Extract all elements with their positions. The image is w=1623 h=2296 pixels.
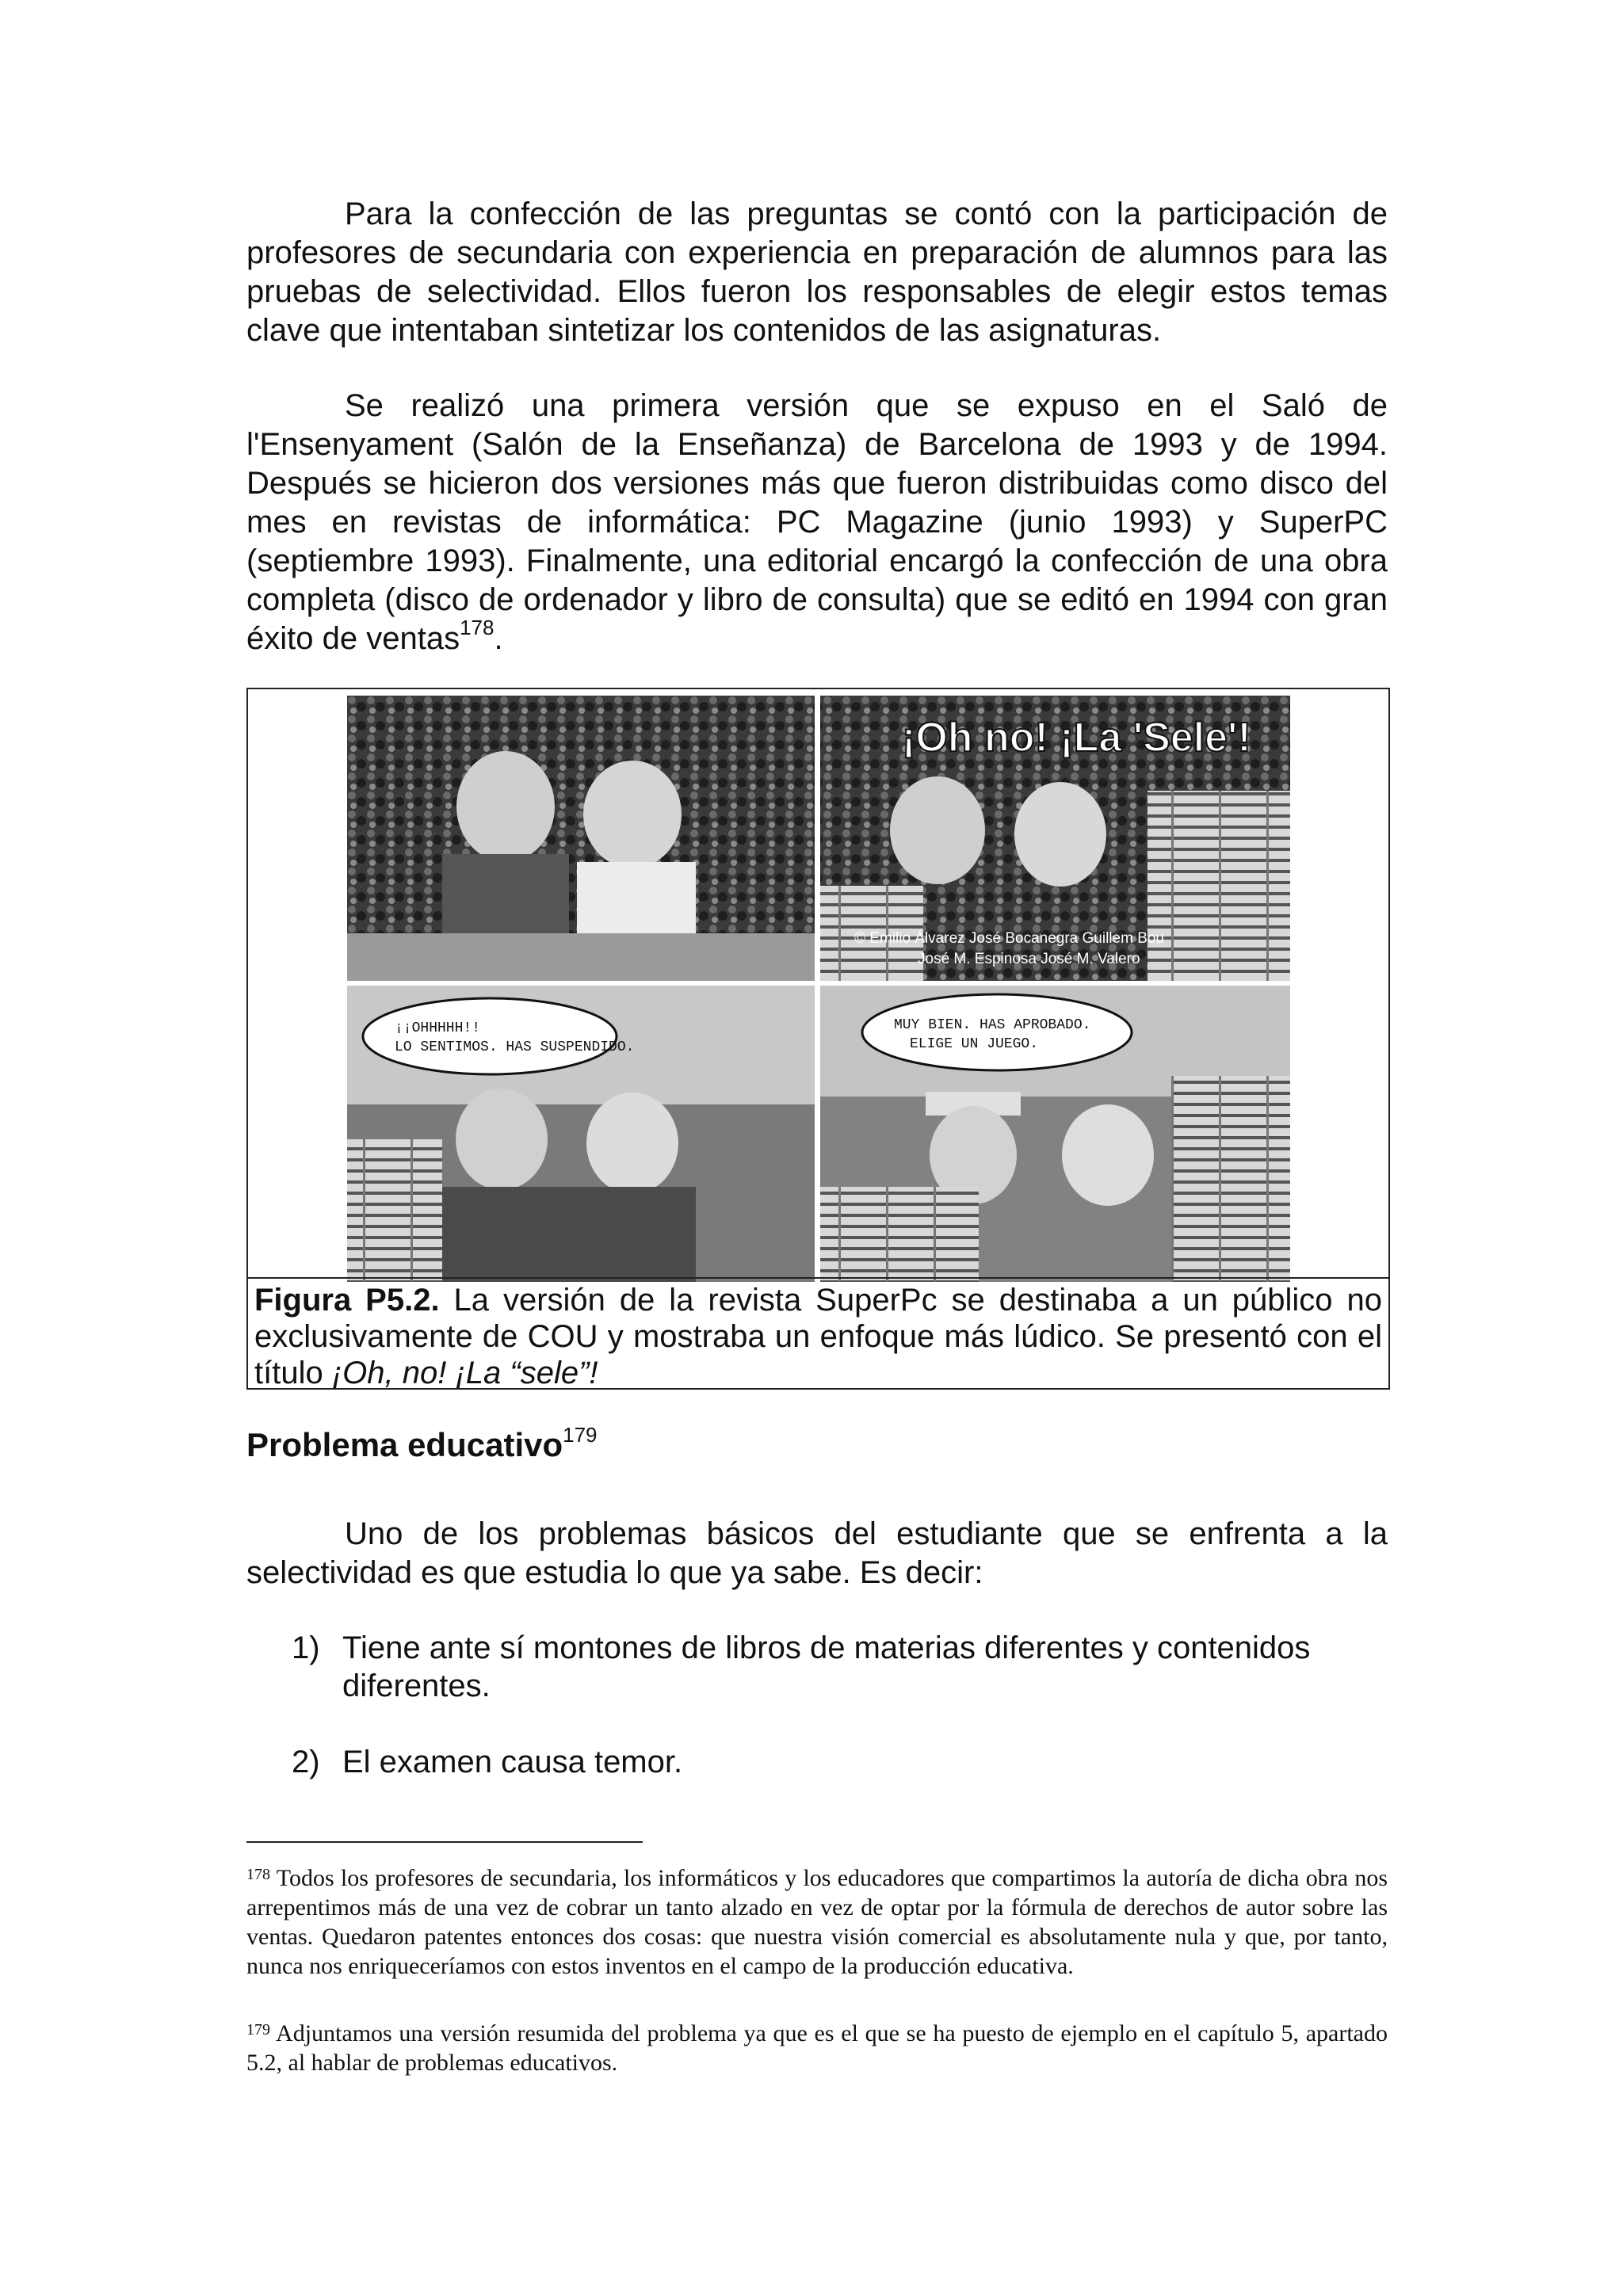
svg-text:MUY BIEN. HAS APROBADO.: MUY BIEN. HAS APROBADO. xyxy=(894,1017,1091,1033)
figure-title-italic: ¡Oh, no! ¡La “sele”! xyxy=(331,1356,598,1390)
svg-text:¡¡OHHHHH!!: ¡¡OHHHHH!! xyxy=(395,1020,481,1036)
svg-text:© Emilio Álvarez José Bocane: © Emilio Álvarez José Bocanegra Guillem Bou xyxy=(854,930,1165,947)
svg-text:José M. Espinosa José M. Val: José M. Espinosa José M. Valero xyxy=(918,951,1140,967)
svg-text:LO SENTIMOS. HAS SUSPENDIDO.: LO SENTIMOS. HAS SUSPENDIDO. xyxy=(395,1039,635,1055)
panel-bottom-left xyxy=(347,986,815,1282)
list-item-1: 1) Tiene ante sí montones de libros de materias diferentes y contenidos diferentes. xyxy=(292,1630,1311,1703)
list-item-2: 2) El examen causa temor. xyxy=(292,1745,683,1779)
panel-top-left xyxy=(347,696,815,981)
paragraph-2-text: Se realizó una primera versión que se expuso en el Saló de l'Ensenyament (Salón de la Enseñanza) de Barcelona de 1993 y de 1994. Después se hicieron dos versiones más que fueron distribuidas como disco del mes en revistas de informática: PC Magazine (junio 1993) y SuperPC (septiembre 1993). Finalmente, una editorial encargó la confección de una obra completa (disco de ordenador y libro de consulta) que se editó en 1994 con gran éxito de ventas xyxy=(246,388,1388,656)
section-heading: Problema educativo$^{179}$ xyxy=(246,1423,598,1463)
footnote-ref-178[interactable]: 178 xyxy=(460,616,495,639)
figure-photo xyxy=(347,696,1290,1282)
footnote-178: $^{178}$ Todos los profesores de secundaria, los informáticos y los educadores que compartimos la autoría de dicha obra nos arrepentimos más de una vez de cobrar un tanto alzado en vez de optar por la fórmula de derechos de autor sobre las ventas. Quedaron patentes entonces dos cosas: que nuestra visión comercial es absolutamente nula y que, por tanto, nunca nos enriqueceríamos con estos inventos en el campo de la producción educativa. xyxy=(246,1865,1388,1979)
panel-bottom-right xyxy=(820,986,1290,1282)
footnote-ref-179[interactable]: 179 xyxy=(563,1423,598,1447)
paragraph-1-text: Para la confección de las preguntas se contó con la participación de profesores de secundaria con experiencia en preparación de alumnos para las pruebas de selectividad. Ellos fueron los responsables de elegir estos temas clave que intentaban sintetizar los contenidos de las asignaturas. xyxy=(246,196,1388,348)
figure-caption: Figura P5.2. La versión de la revista SuperPc se destinaba a un público no exclusivamente de COU y mostraba un enfoque más lúdico. Se presentó con el título ¡Oh, no! ¡La “sele”! xyxy=(248,1277,1388,1388)
footnote-separator xyxy=(246,1841,643,1843)
svg-text:¡Oh no! ¡La 'Sele'!: ¡Oh no! ¡La 'Sele'! xyxy=(902,715,1251,761)
footnote-179: $^{179}$ Adjuntamos una versión resumida del problema ya que es el que se ha puesto de ejemplo en el capítulo 5, apartado 5.2, al hablar de problemas educativos. xyxy=(246,2020,1388,2076)
svg-text:ELIGE UN JUEGO.: ELIGE UN JUEGO. xyxy=(910,1036,1039,1052)
paragraph-2: Se realizó una primera versión que se expuso en el Saló de l'Ensenyament (Salón de la Enseñanza) de Barcelona de 1993 y de 1994. Después se hicieron dos versiones más que fueron distribuidas como disco del mes en revistas de informática: PC Magazine (junio 1993) y SuperPC (septiembre 1993). Finalmente, una editorial encargó la confección de una obra completa (disco de ordenador y libro de consulta) que se editó en 1994 con gran éxito de ventas$^{178}$. xyxy=(246,388,1388,656)
paragraph-1 xyxy=(246,195,1388,350)
figure-box xyxy=(246,688,1390,1390)
figure-label: Figura P5.2. xyxy=(254,1283,440,1318)
panel-top-right xyxy=(820,696,1290,981)
section-intro: Uno de los problemas básicos del estudiante que se enfrenta a la selectividad es que estudia lo que ya sabe. Es decir: xyxy=(246,1516,1388,1590)
